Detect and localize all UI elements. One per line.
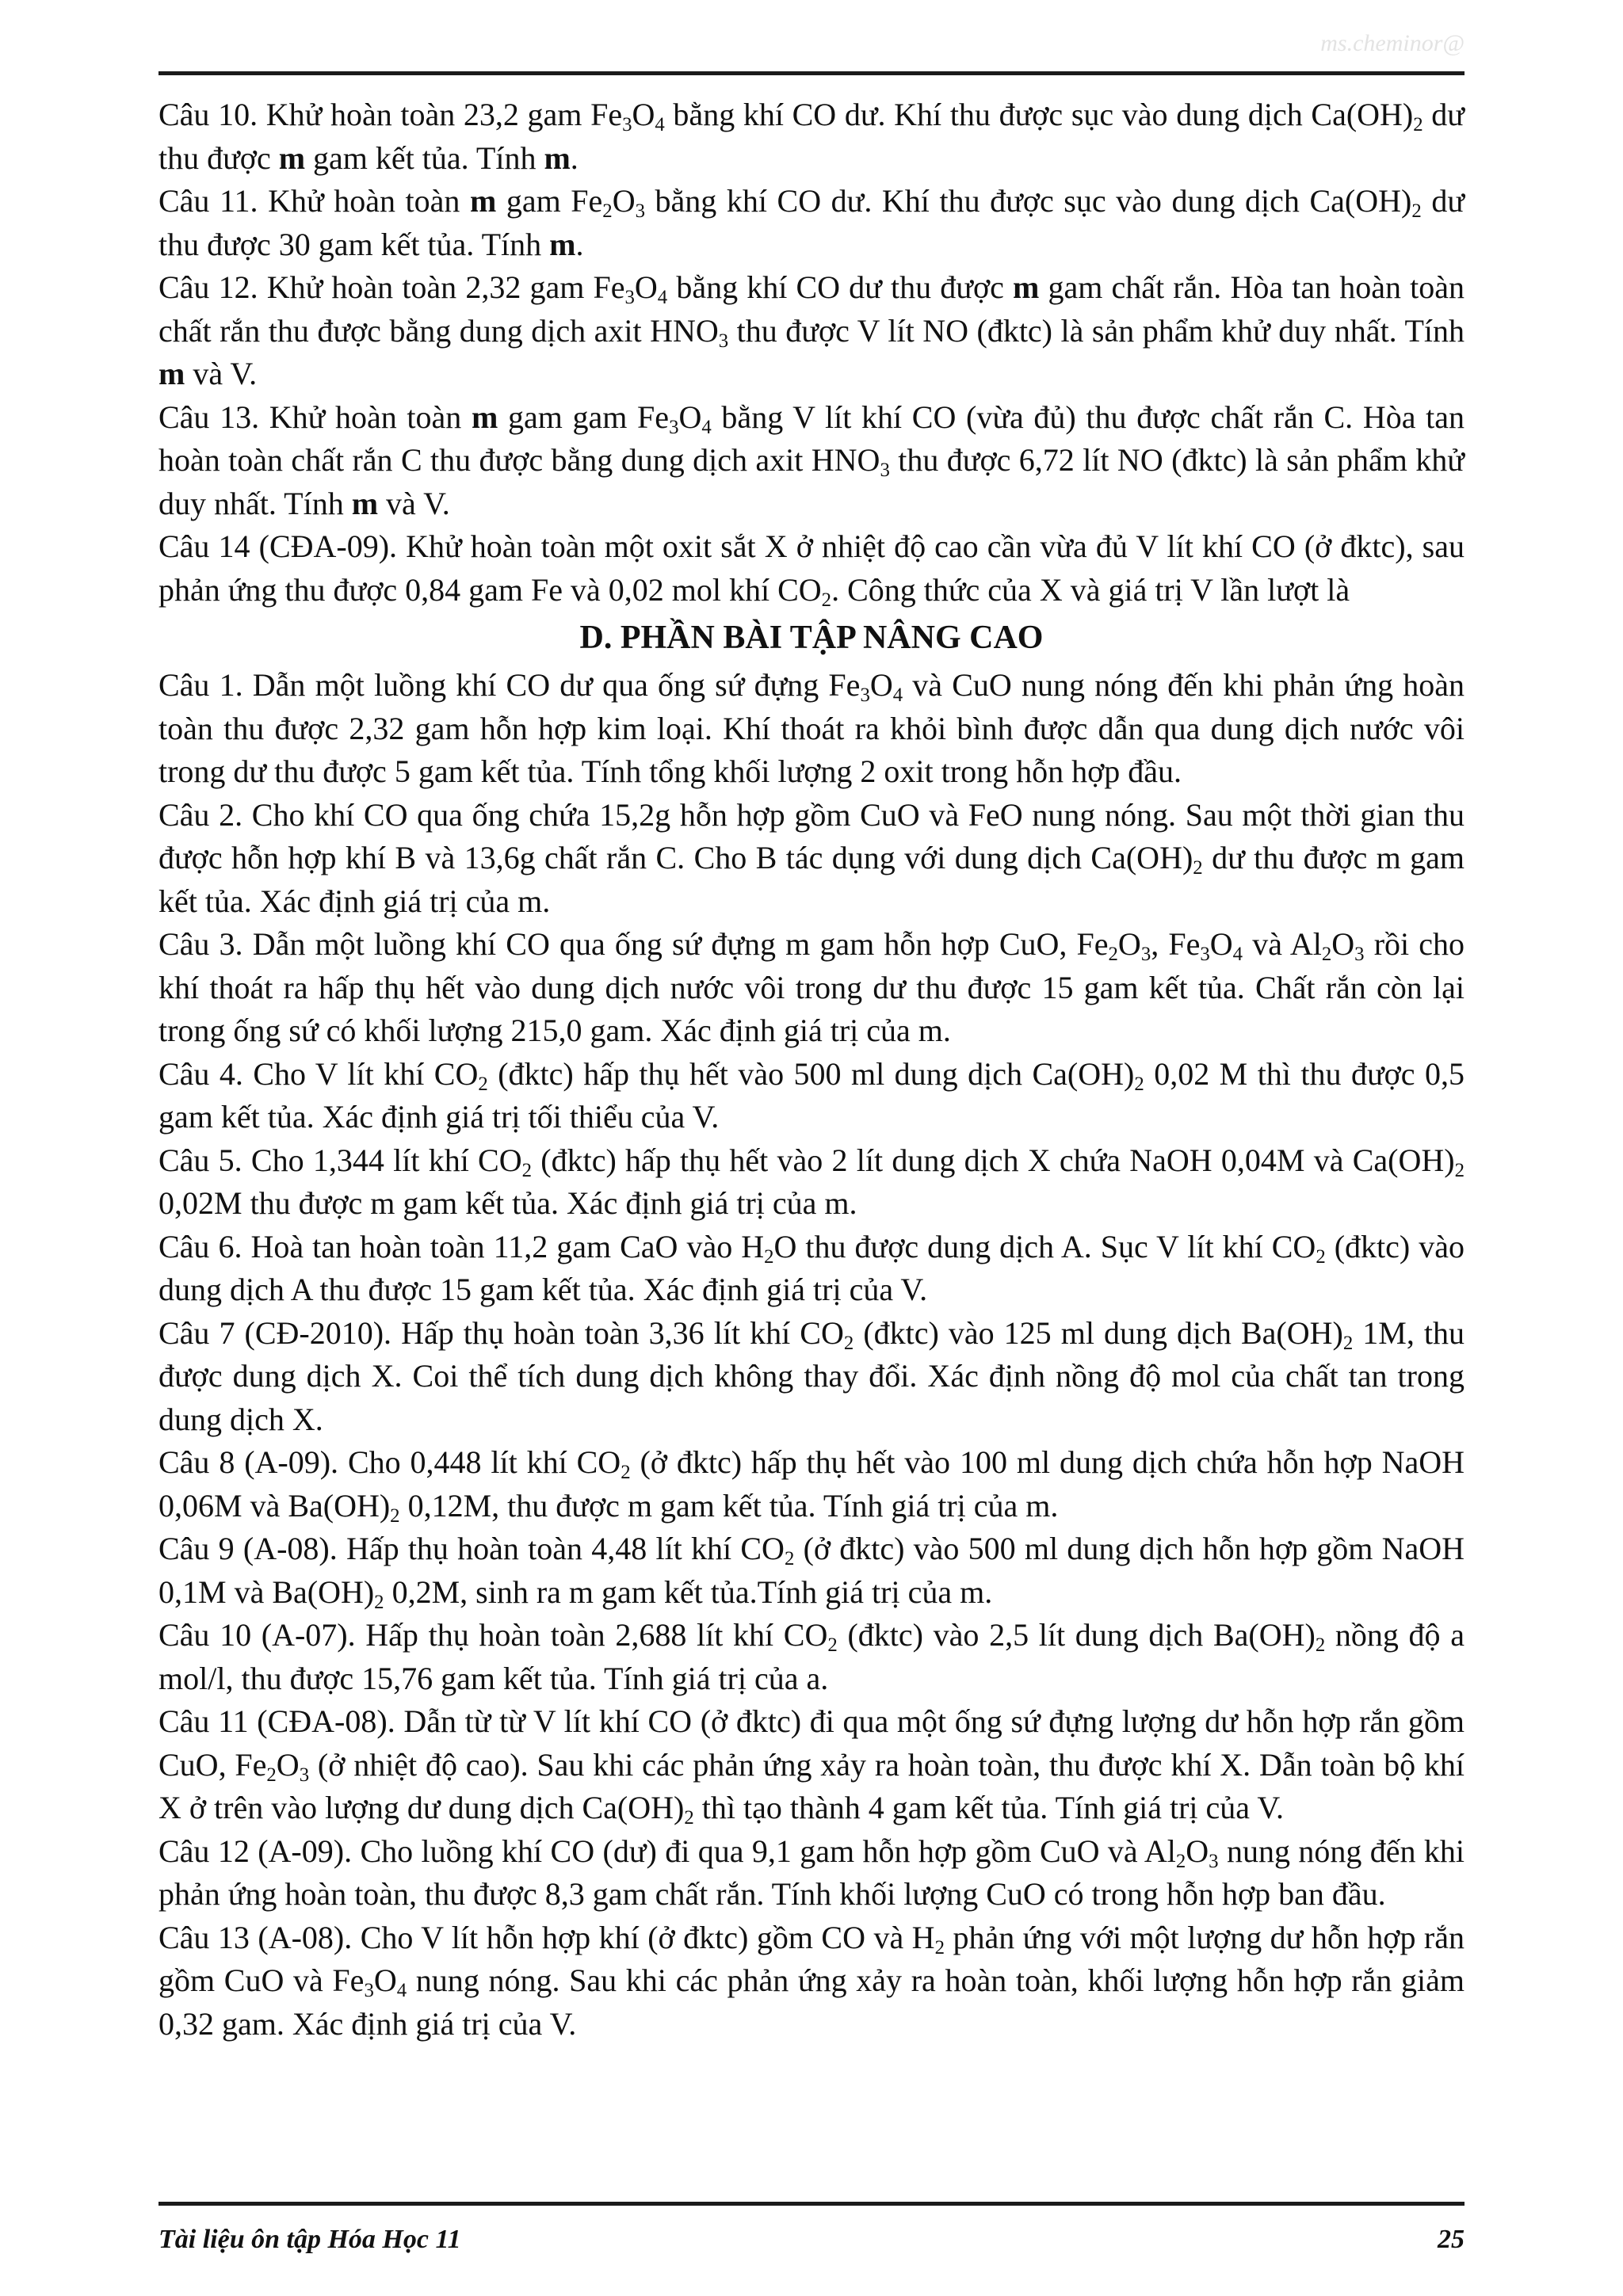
question-12: Câu 12. Khử hoàn toàn 2,32 gam $Fe_3O_4$ bằng khí CO dư thu được m gam chất rắn. Hòa tan hoàn toàn chất rắn thu được bằng dung dịch axit $HNO_3$ thu được V lít NO (đktc) là sản phẩm khử duy nhất. Tính m và V.: [158, 269, 1465, 391]
advanced-question-4: Câu 4. Cho V lít khí $CO_2$ (đktc) hấp thụ hết vào 500 ml dung dịch $Ca(OH)_2$ 0,02 M thì thu được 0,5 gam kết tủa. Xác định giá trị tối thiểu của V.: [158, 1055, 1465, 1135]
advanced-question-3: Câu 3. Dẫn một luồng khí CO qua ống sứ đựng m gam hỗn hợp CuO, $Fe_2O_3$, $Fe_3O_4$ và $Al_2O_3$ rồi cho khí thoát ra hấp thụ hết vào dung dịch nước vôi trong dư thu được 15 gam kết tủa. Chất rắn còn lại trong ống sứ có khối lượng 215,0 gam. Xác định giá trị của m.: [158, 926, 1465, 1048]
advanced-question-5: Câu 5. Cho 1,344 lít khí $CO_2$ (đktc) hấp thụ hết vào 2 lít dung dịch X chứa NaOH 0,04M và $Ca(OH)_2$ 0,02M thu được m gam kết tủa. Xác định giá trị của m.: [158, 1142, 1465, 1221]
advanced-question-1: Câu 1. Dẫn một luồng khí CO dư qua ống sứ đựng $Fe_3O_4$ và CuO nung nóng đến khi phản ứng hoàn toàn thu được 2,32 gam hỗn hợp kim loại. Khí thoát ra khỏi bình được dẫn qua dung dịch nước vôi trong dư thu được 5 gam kết tủa. Tính tổng khối lượng 2 oxit trong hỗn hợp đầu.: [158, 667, 1465, 789]
footer-title: Tài liệu ôn tập Hóa Học 11: [158, 2225, 461, 2254]
question-14: Câu 14 (CĐA-09). Khử hoàn toàn một oxit sắt X ở nhiệt độ cao cần vừa đủ V lít khí CO (ở đktc), sau phản ứng thu được 0,84 gam Fe và 0,02 mol khí $CO_2$. Công thức của X và giá trị V lần lượt là: [158, 528, 1465, 611]
advanced-question-7: Câu 7 (CĐ-2010). Hấp thụ hoàn toàn 3,36 lít khí $CO_2$ (đktc) vào 125 ml dung dịch $Ba(OH)_2$ 1M, thu được dung dịch X. Coi thể tích dung dịch không thay đổi. Xác định nồng độ mol của chất tan trong dung dịch X.: [158, 1314, 1465, 1437]
advanced-question-13: Câu 13 (A-08). Cho V lít hỗn hợp khí (ở đktc) gồm CO và $H_2$ phản ứng với một lượng dư hỗn hợp rắn gồm CuO và $Fe_3O_4$ nung nóng. Sau khi các phản ứng xảy ra hoàn toàn, khối lượng hỗn hợp rắn giảm 0,32 gam. Xác định giá trị của V.: [158, 1919, 1465, 2042]
header-watermark: ms.cheminor@: [1320, 30, 1465, 56]
advanced-question-6: Câu 6. Hoà tan hoàn toàn 11,2 gam CaO vào $H_2O$ thu được dung dịch A. Sục V lít khí $CO_2$ (đktc) vào dung dịch A thu được 15 gam kết tủa. Xác định giá trị của V.: [158, 1228, 1465, 1307]
advanced-question-12: Câu 12 (A-09). Cho luồng khí CO (dư) đi qua 9,1 gam hỗn hợp gồm CuO và $Al_2O_3$ nung nóng đến khi phản ứng hoàn toàn, thu được 8,3 gam chất rắn. Tính khối lượng CuO có trong hỗn hợp ban đầu.: [158, 1833, 1465, 1912]
advanced-question-10: Câu 10 (A-07). Hấp thụ hoàn toàn 2,688 lít khí $CO_2$ (đktc) vào 2,5 lít dung dịch $Ba(OH)_2$ nồng độ a mol/l, thu được 15,76 gam kết tủa. Tính giá trị của a.: [158, 1617, 1465, 1696]
question-10: Câu 10. Khử hoàn toàn 23,2 gam $Fe_3O_4$ bằng khí CO dư. Khí thu được sục vào dung dịch $Ca(OH)_2$ dư thu được m gam kết tủa. Tính m.: [158, 97, 1465, 176]
advanced-question-11: Câu 11 (CĐA-08). Dẫn từ từ V lít khí CO (ở đktc) đi qua một ống sứ đựng lượng dư hỗn hợp rắn gồm CuO, $Fe_2O_3$ (ở nhiệt độ cao). Sau khi các phản ứng xảy ra hoàn toàn, thu được khí X. Dẫn toàn bộ khí X ở trên vào lượng dư dung dịch $Ca(OH)_2$ thì tạo thành 4 gam kết tủa. Tính giá trị của V.: [158, 1703, 1465, 1829]
question-13: Câu 13. Khử hoàn toàn m gam gam $Fe_3O_4$ bằng V lít khí CO (vừa đủ) thu được chất rắn C. Hòa tan hoàn toàn chất rắn C thu được bằng dung dịch axit $HNO_3$ thu được 6,72 lít NO (đktc) là sản phẩm khử duy nhất. Tính m và V.: [158, 399, 1465, 521]
advanced-question-2: Câu 2. Cho khí CO qua ống chứa 15,2g hỗn hợp gồm CuO và FeO nung nóng. Sau một thời gian thu được hỗn hợp khí B và 13,6g chất rắn C. Cho B tác dụng với dung dịch $Ca(OH)_2$ dư thu được m gam kết tủa. Xác định giá trị của m.: [158, 796, 1465, 919]
page-number: 25: [1438, 2225, 1465, 2254]
section-heading: D. PHẦN BÀI TẬP NÂNG CAO: [579, 620, 1044, 656]
header-rule: [158, 71, 1465, 75]
footer-rule: [158, 2202, 1465, 2206]
page-content: [158, 93, 1465, 2046]
question-11: Câu 11. Khử hoàn toàn m gam $Fe_2O_3$ bằng khí CO dư. Khí thu được sục vào dung dịch $Ca(OH)_2$ dư thu được 30 gam kết tủa. Tính m.: [158, 183, 1465, 262]
advanced-question-8: Câu 8 (A-09). Cho 0,448 lít khí $CO_2$ (ở đktc) hấp thụ hết vào 100 ml dung dịch chứa hỗn hợp NaOH 0,06M và $Ba(OH)_2$ 0,12M, thu được m gam kết tủa. Tính giá trị của m.: [158, 1444, 1465, 1527]
advanced-question-9: Câu 9 (A-08). Hấp thụ hoàn toàn 4,48 lít khí $CO_2$ (ở đktc) vào 500 ml dung dịch hỗn hợp gồm NaOH 0,1M và $Ba(OH)_2$ 0,2M, sinh ra m gam kết tủa.Tính giá trị của m.: [158, 1531, 1465, 1613]
